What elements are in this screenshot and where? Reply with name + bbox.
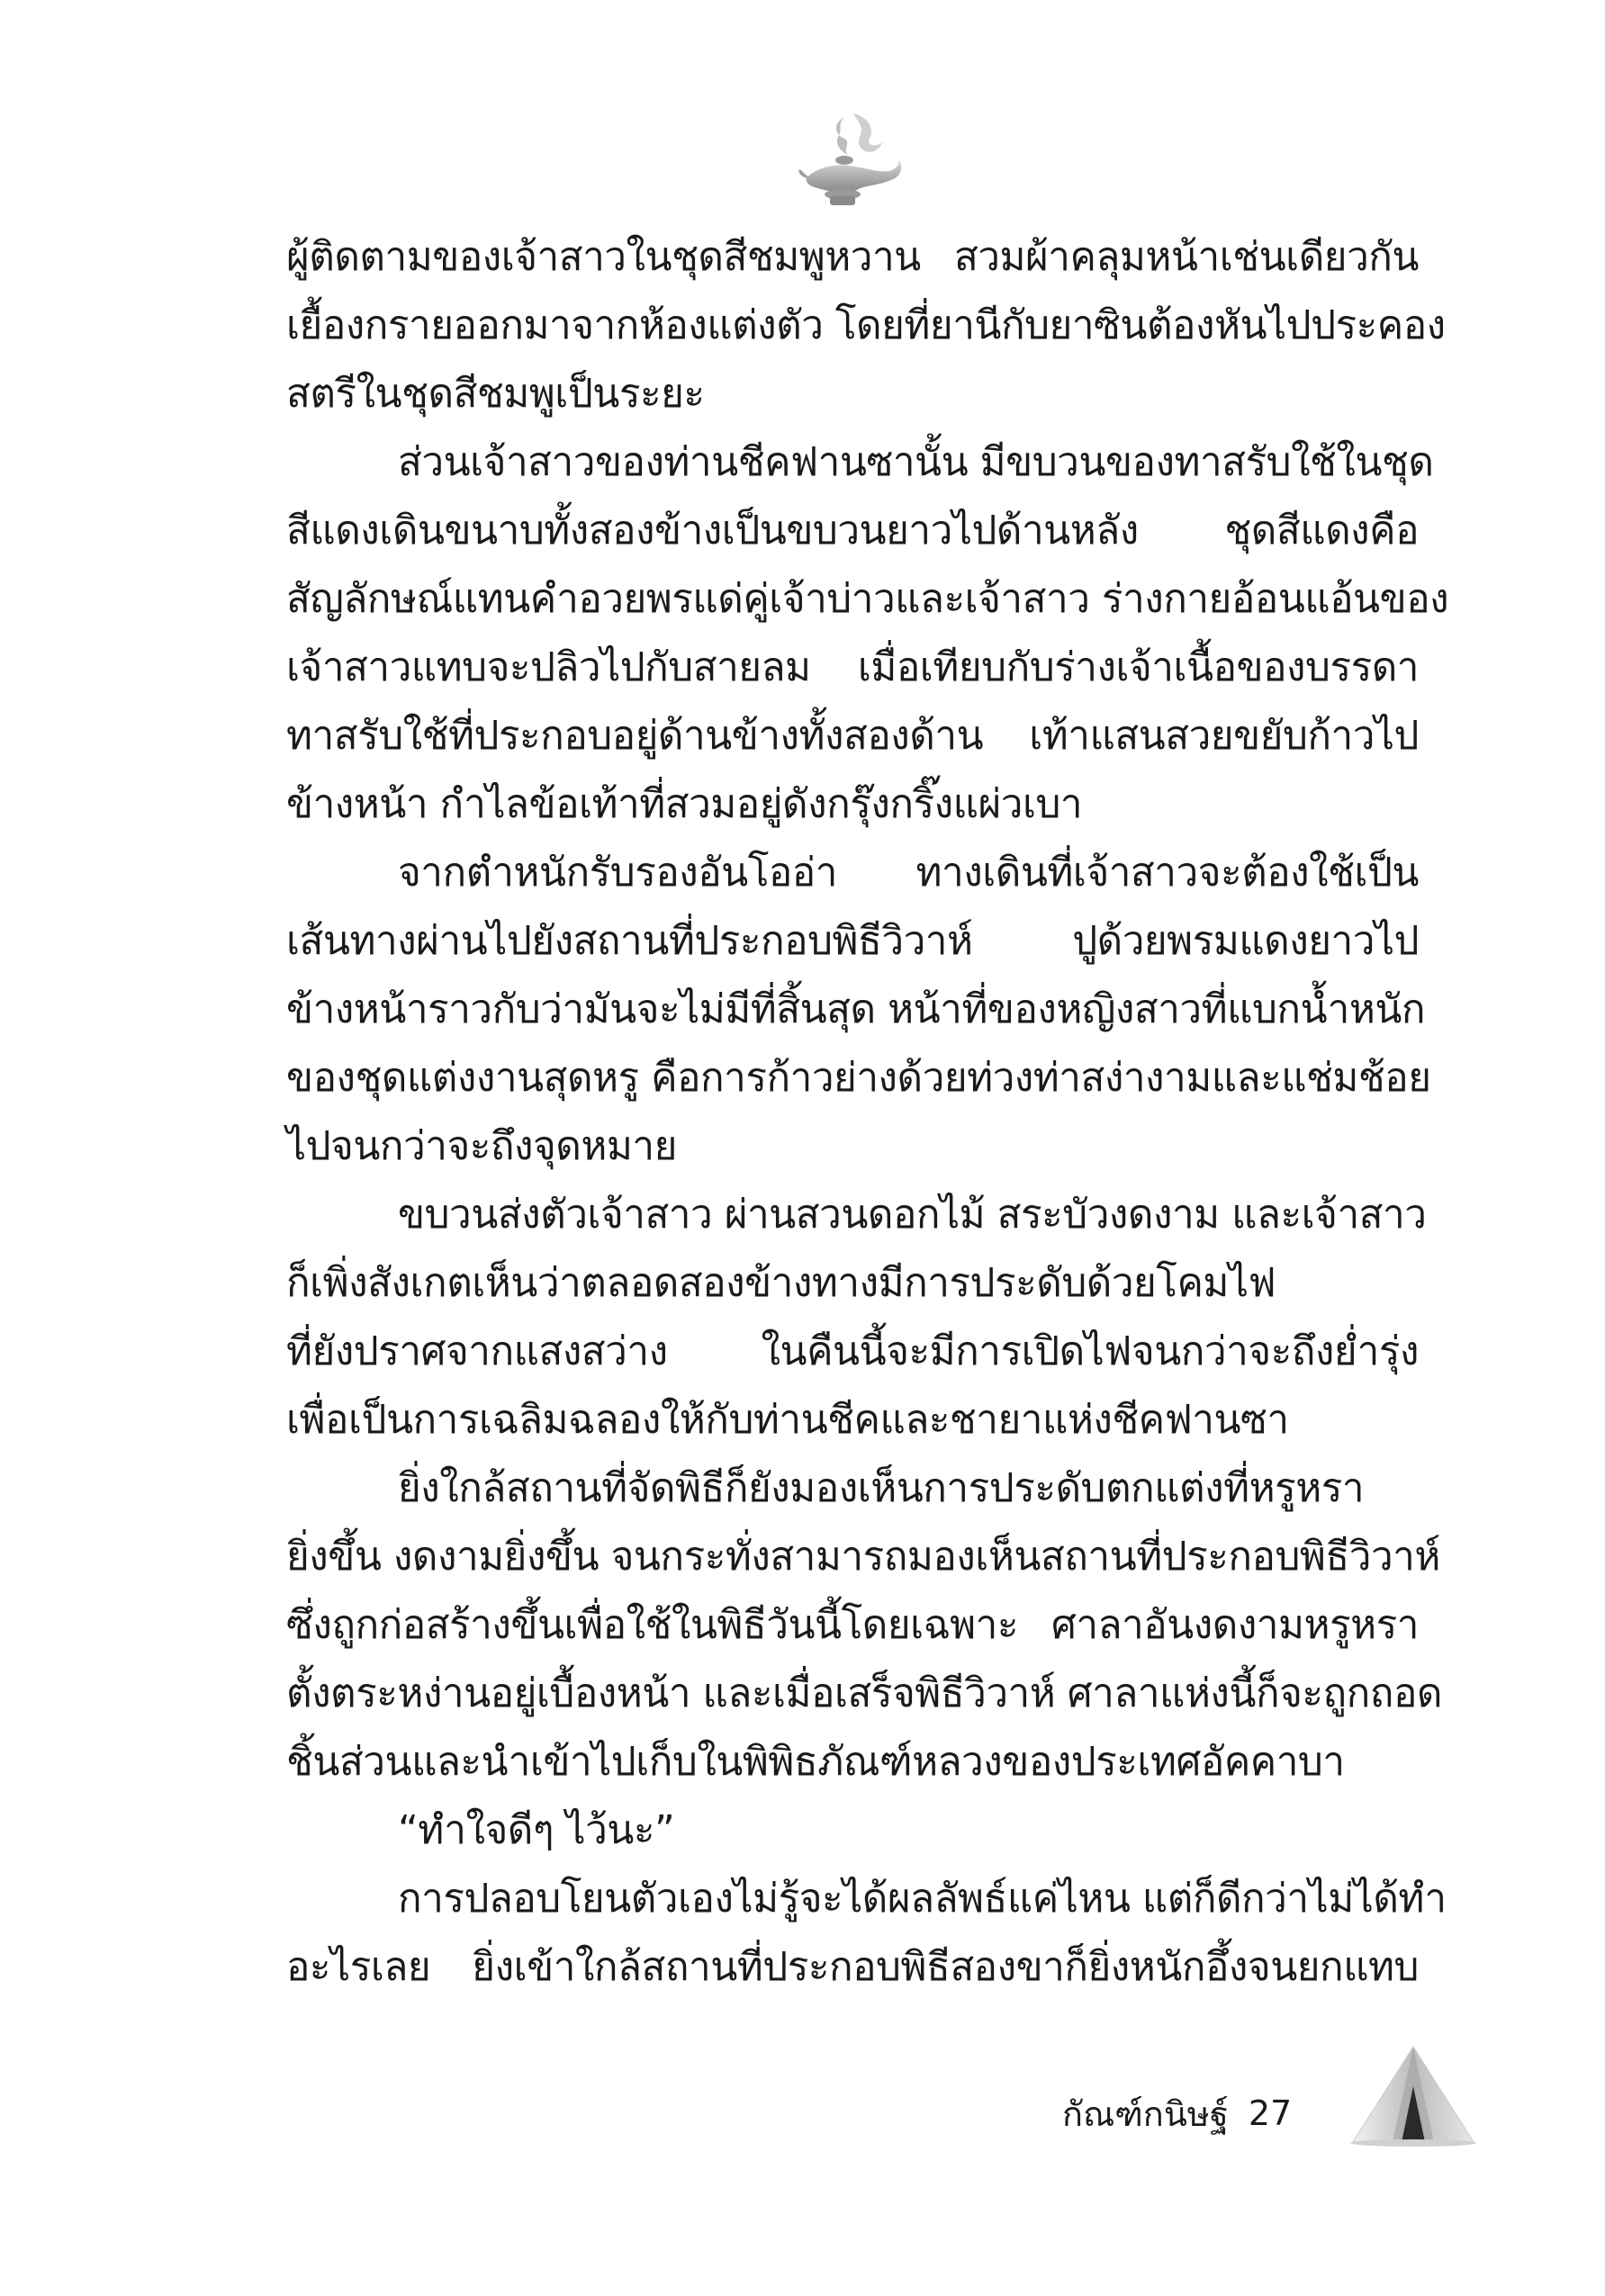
text-line: ยิ่งขึ้น งดงามยิ่งขึ้น จนกระทั่งสามารถมองเห็นสถานที่ประกอบพิธีวิวาห์ [286,1534,1440,1580]
text-line: ส่วนเจ้าสาวของท่านชีคฟานซานั้น มีขบวนของทาสรับใช้ในชุด [398,439,1434,485]
text-line: ไปจนกว่าจะถึงจุดหมาย [286,1123,677,1169]
text-line: ข้างหน้าราวกับว่ามันจะไม่มีที่สิ้นสุด หน้าที่ของหญิงสาวที่แบกน้ำหนัก [286,986,1426,1032]
page-number: 27 [1248,2093,1293,2133]
text-line: ของชุดแต่งงานสุดหรู คือการก้าวย่างด้วยท่วงท่าสง่างามและแช่มช้อย [286,1055,1431,1101]
tent-icon [1346,2041,1481,2149]
page-footer [1062,2086,1292,2140]
text-line: “ทำใจดีๆ ไว้นะ” [398,1807,675,1853]
text-line: เยื้องกรายออกมาจากห้องแต่งตัว โดยที่ยานีกับยาซินต้องหันไปประคอง [286,302,1446,348]
text-line: เส้นทางผ่านไปยังสถานที่ประกอบพิธีวิวาห์ ปูด้วยพรมแดงยาวไป [286,918,1419,964]
text-line: ยิ่งใกล้สถานที่จัดพิธีก็ยังมองเห็นการประดับตกแต่งที่หรูหรา [398,1465,1365,1511]
book-title: กัณฑ์กนิษฐ์ [1062,2093,1229,2134]
text-line: จากตำหนักรับรองอันโออ่า ทางเดินที่เจ้าสาวจะต้องใช้เป็น [398,850,1419,896]
text-line: สีแดงเดินขนาบทั้งสองข้างเป็นขบวนยาวไปด้านหลัง ชุดสีแดงคือ [286,508,1419,554]
text-line: เพื่อเป็นการเฉลิมฉลองให้กับท่านชีคและชายาแห่งชีคฟานซา [286,1397,1289,1443]
body-text [286,223,1449,2002]
text-line: ก็เพิ่งสังเกตเห็นว่าตลอดสองข้างทางมีการประดับด้วยโคมไฟ [286,1260,1276,1306]
genie-lamp-icon [789,108,906,216]
text-line: ผู้ติดตามของเจ้าสาวในชุดสีชมพูหวาน สวมผ้าคลุมหน้าเช่นเดียวกัน [286,234,1419,280]
text-line: สตรีในชุดสีชมพูเป็นระยะ [286,371,705,417]
text-line: การปลอบโยนตัวเองไม่รู้จะได้ผลลัพธ์แค่ไหน แต่ก็ดีกว่าไม่ได้ทำ [398,1876,1447,1922]
text-line: ตั้งตระหง่านอยู่เบื้องหน้า และเมื่อเสร็จพิธีวิวาห์ ศาลาแห่งนี้ก็จะถูกถอด [286,1670,1442,1716]
text-line: สัญลักษณ์แทนคำอวยพรแด่คู่เจ้าบ่าวและเจ้าสาว ร่างกายอ้อนแอ้นของ [286,576,1449,622]
text-line: ข้างหน้า กำไลข้อเท้าที่สวมอยู่ดังกรุ๊งกริ๊งแผ่วเบา [286,781,1083,827]
text-line: ซึ่งถูกก่อสร้างขึ้นเพื่อใช้ในพิธีวันนี้โดยเฉพาะ ศาลาอันงดงามหรูหรา [286,1602,1419,1648]
text-line: เจ้าสาวแทบจะปลิวไปกับสายลม เมื่อเทียบกับร่างเจ้าเนื้อของบรรดา [286,644,1419,690]
text-line: อะไรเลย ยิ่งเข้าใกล้สถานที่ประกอบพิธีสองขาก็ยิ่งหนักอึ้งจนยกแทบ [286,1944,1419,1990]
text-line: ทาสรับใช้ที่ประกอบอยู่ด้านข้างทั้งสองด้าน เท้าแสนสวยขยับก้าวไป [286,713,1419,759]
text-line: ขบวนส่งตัวเจ้าสาว ผ่านสวนดอกไม้ สระบัวงดงาม และเจ้าสาว [398,1192,1427,1238]
text-line: ชิ้นส่วนและนำเข้าไปเก็บในพิพิธภัณฑ์หลวงของประเทศอัคคาบา [286,1739,1345,1785]
text-line: ที่ยังปราศจากแสงสว่าง ในคืนนี้จะมีการเปิดไฟจนกว่าจะถึงย่ำรุ่ง [286,1328,1419,1374]
